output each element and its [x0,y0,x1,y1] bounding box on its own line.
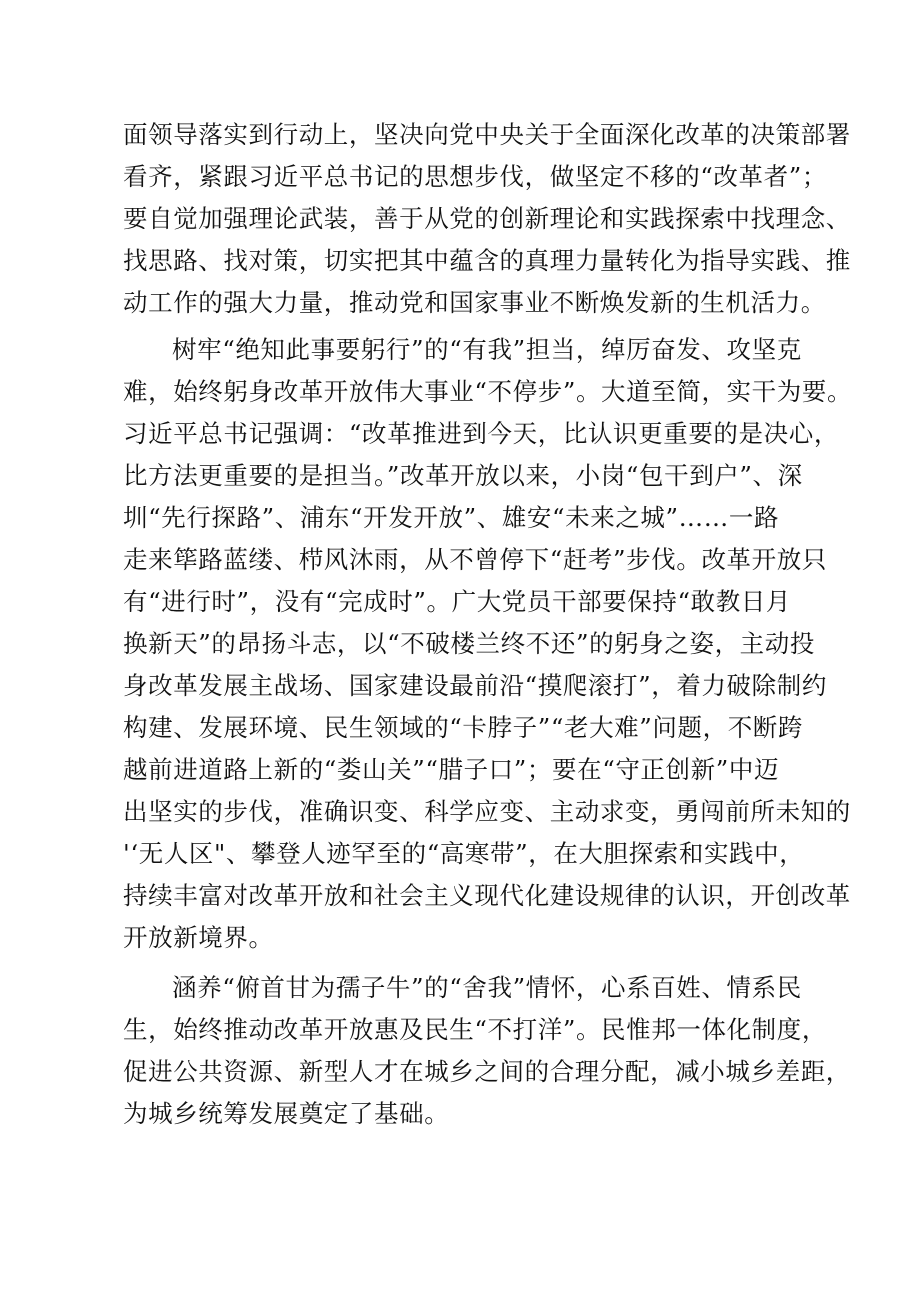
paragraph-line: 为城乡统筹发展奠定了基础。 [123,1099,450,1128]
paragraph-line: 看齐，紧跟习近平总书记的思想步伐，做坚定不移的“改革者”； [123,162,827,191]
paragraph-line: 有“进行时”，没有“完成时”。广大党员干部要保持“敢教日月 [123,587,792,616]
paragraph-line: '‘无人区"、攀登人迹罕至的“高寒带”，在大胆探索和实践中， [123,839,805,868]
paragraph-line: 找思路、找对策，切实把其中蕴含的真理力量转化为指导实践、推 [123,246,851,275]
paragraph-line: 走来筚路蓝缕、栉风沐雨，从不曾停下“赶考”步伐。改革开放只 [123,545,827,574]
paragraph-line: 越前进道路上新的“娄山关”“腊子口”；要在“守正创新”中迈 [123,755,780,784]
paragraph-line: 习近平总书记强调：“改革推进到今天，比认识更重要的是决心， [123,419,839,448]
paragraph-line: 面领导落实到行动上，坚决向党中央关于全面深化改革的决策部署 [123,120,851,149]
paragraph-line: 身改革发展主战场、国家建设最前沿“摸爬滚打”，着力破除制约 [123,671,827,700]
paragraph-line: 圳“先行探路”、浦东“开发开放”、雄安“未来之城”……一路 [123,503,780,532]
paragraph-line: 换新天”的昂扬斗志，以“不破楼兰终不还”的躬身之姿，主动投 [123,629,815,658]
paragraph-line: 构建、发展环境、民生领域的“卡脖子”“老大难”问题，不断跨 [123,713,803,742]
paragraph-line: 持续丰富对改革开放和社会主义现代化建设规律的认识，开创改革 [123,881,851,910]
paragraph-line: 比方法更重要的是担当。”改革开放以来，小岗“包干到户”、深 [123,461,803,490]
paragraph-line: 涵养“俯首甘为孺子牛”的“舍我”情怀，心系百姓、情系民 [172,973,802,1002]
paragraph-line: 促进公共资源、新型人才在城乡之间的合理分配，减小城乡差距， [123,1057,851,1086]
paragraph-line: 生，始终推动改革开放惠及民生“不打洋”。民惟邦一体化制度， [123,1015,827,1044]
paragraph-line: 出坚实的步伐，准确识变、科学应变、主动求变，勇闯前所未知的 [123,797,851,826]
paragraph-line: 树牢“绝知此事要躬行”的“有我”担当，绰厉奋发、攻坚克 [172,335,802,364]
paragraph-line: 要自觉加强理论武装，善于从党的创新理论和实践探索中找理念、 [123,204,851,233]
paragraph-line: 难，始终躬身改革开放伟大事业“不停步”。大道至简，实干为要。 [123,377,853,406]
paragraph-line: 动工作的强大力量，推动党和国家事业不断焕发新的生机活力。 [123,288,826,317]
paragraph-line: 开放新境界。 [123,923,274,952]
